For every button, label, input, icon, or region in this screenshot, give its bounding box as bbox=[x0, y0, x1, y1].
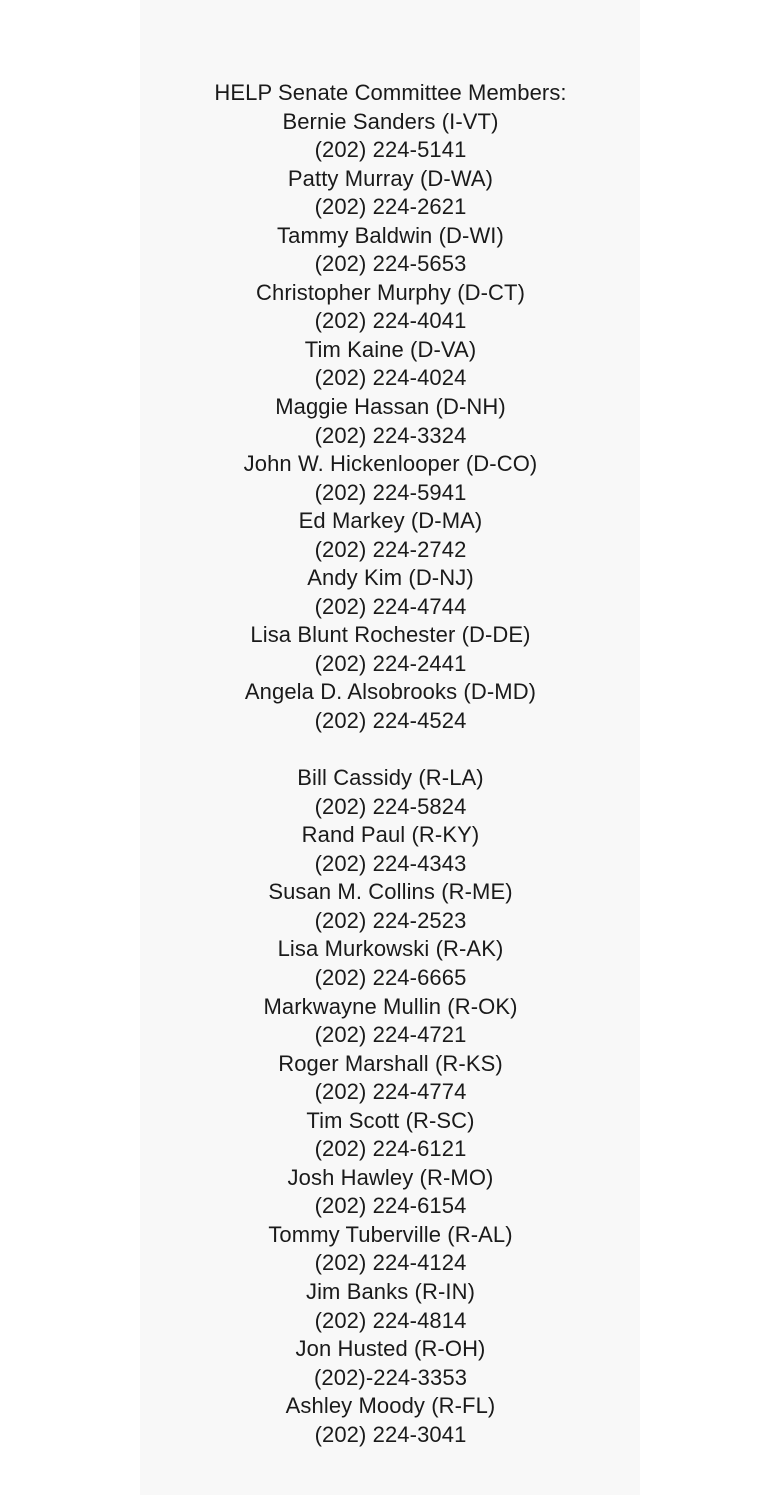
member-name: Patty Murray (D-WA) bbox=[287, 165, 494, 191]
republican-member-list bbox=[0, 764, 781, 1449]
member-name: Susan M. Collins (R-ME) bbox=[268, 879, 513, 905]
member-phone: (202) 224-3324 bbox=[314, 422, 467, 448]
member-name: Tommy Tuberville (R-AL) bbox=[268, 1221, 513, 1247]
member-phone: (202) 224-4774 bbox=[314, 1079, 467, 1105]
member-phone: (202) 224-2441 bbox=[314, 650, 467, 676]
member-name: Bernie Sanders (I-VT) bbox=[282, 108, 499, 134]
member-name: Christopher Murphy (D-CT) bbox=[256, 279, 525, 305]
member-phone: (202) 224-4024 bbox=[314, 365, 467, 391]
member-phone: (202) 224-6154 bbox=[314, 1193, 467, 1219]
member-phone: (202) 224-6665 bbox=[314, 964, 467, 990]
document-content bbox=[0, 79, 781, 1449]
member-phone: (202) 224-4343 bbox=[314, 850, 467, 876]
member-name: Josh Hawley (R-MO) bbox=[287, 1164, 494, 1190]
member-phone: (202) 224-6121 bbox=[314, 1136, 467, 1162]
member-phone: (202) 224-4041 bbox=[314, 308, 467, 334]
member-name: Andy Kim (D-NJ) bbox=[307, 565, 474, 591]
member-phone: (202) 224-5941 bbox=[314, 479, 467, 505]
democrat-member-list bbox=[0, 108, 781, 736]
member-name: Rand Paul (R-KY) bbox=[301, 822, 480, 848]
member-name: Ashley Moody (R-FL) bbox=[285, 1393, 496, 1419]
member-phone: (202) 224-5824 bbox=[314, 793, 467, 819]
member-name: Lisa Murkowski (R-AK) bbox=[277, 936, 504, 962]
document-heading: HELP Senate Committee Members: bbox=[214, 80, 567, 105]
member-phone: (202) 224-4814 bbox=[314, 1307, 467, 1333]
member-phone: (202) 224-4524 bbox=[314, 708, 467, 734]
member-name: John W. Hickenlooper (D-CO) bbox=[243, 451, 538, 477]
member-name: Tim Kaine (D-VA) bbox=[304, 336, 477, 362]
member-name: Tammy Baldwin (D-WI) bbox=[277, 222, 504, 248]
member-phone: (202) 224-2742 bbox=[314, 536, 467, 562]
member-name: Jim Banks (R-IN) bbox=[305, 1278, 476, 1304]
member-name: Angela D. Alsobrooks (D-MD) bbox=[244, 679, 537, 705]
member-name: Bill Cassidy (R-LA) bbox=[297, 765, 484, 791]
member-name: Jon Husted (R-OH) bbox=[295, 1336, 486, 1362]
member-phone: (202) 224-2523 bbox=[314, 907, 467, 933]
member-phone: (202) 224-4744 bbox=[314, 593, 467, 619]
member-phone: (202) 224-5653 bbox=[314, 251, 467, 277]
member-name: Ed Markey (D-MA) bbox=[298, 508, 483, 534]
member-name: Maggie Hassan (D-NH) bbox=[275, 394, 506, 420]
member-phone: (202) 224-5141 bbox=[314, 137, 467, 163]
member-phone: (202) 224-4721 bbox=[314, 1022, 467, 1048]
member-phone: (202)-224-3353 bbox=[313, 1364, 468, 1390]
member-phone: (202) 224-2621 bbox=[314, 194, 467, 220]
member-phone: (202) 224-3041 bbox=[314, 1421, 467, 1447]
member-name: Markwayne Mullin (R-OK) bbox=[263, 993, 518, 1019]
member-name: Roger Marshall (R-KS) bbox=[278, 1050, 503, 1076]
section-gap bbox=[0, 736, 781, 765]
member-name: Tim Scott (R-SC) bbox=[306, 1107, 475, 1133]
member-name: Lisa Blunt Rochester (D-DE) bbox=[250, 622, 531, 648]
member-phone: (202) 224-4124 bbox=[314, 1250, 467, 1276]
